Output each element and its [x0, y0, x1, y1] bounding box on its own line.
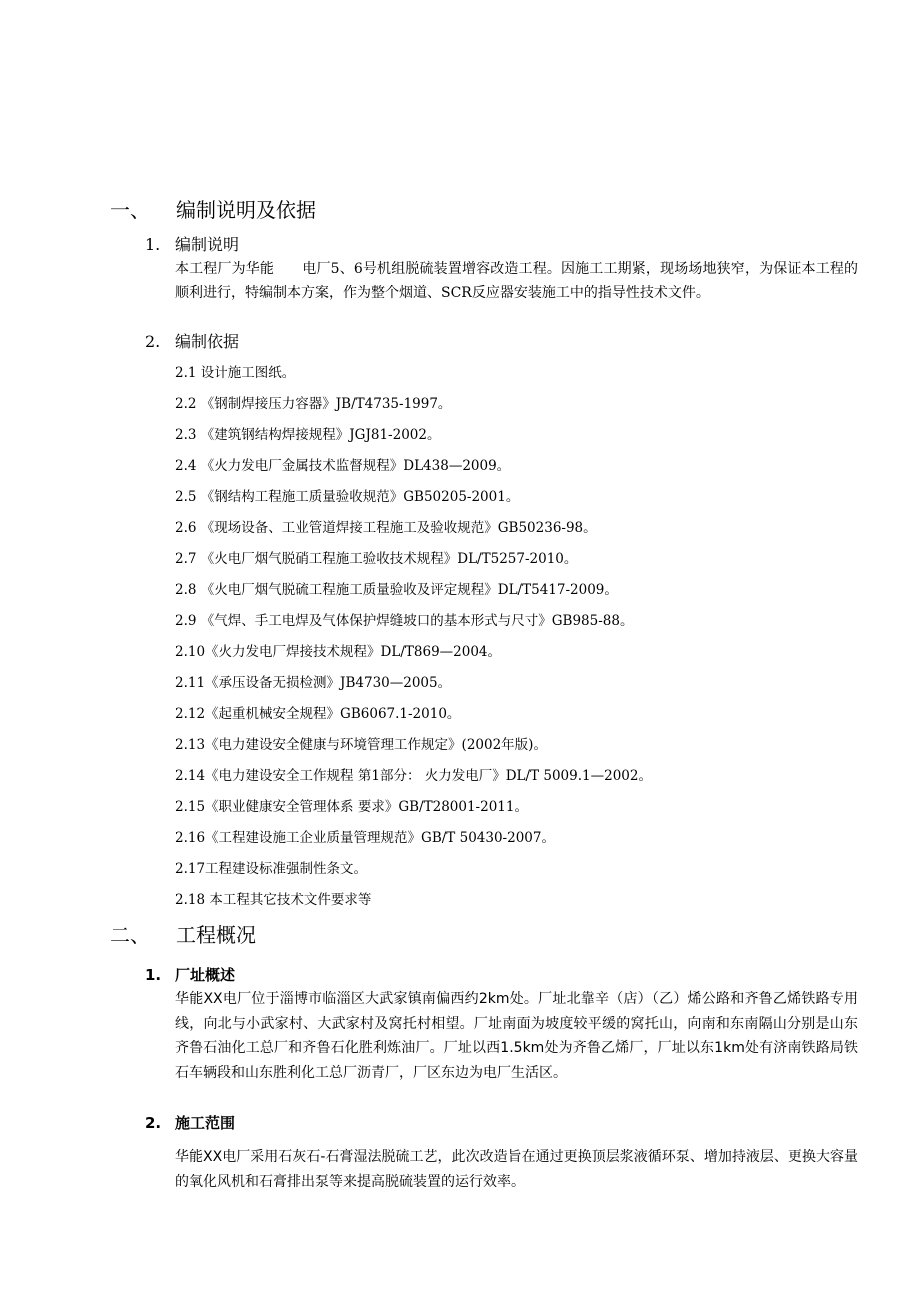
section-title: 工程概况	[176, 923, 256, 947]
section-number: 二、	[110, 923, 150, 947]
reference-item: 2.1 设计施工图纸。	[175, 365, 296, 381]
paragraph-scope: 华能XX电厂采用石灰石-石膏湿法脱硫工艺，此次改造旨在通过更换顶层浆液循环泵、增加持液层、更换大容量的氧化风机和石膏排出泵等来提高脱硫装置的运行效率。	[175, 1149, 858, 1190]
subsection-title: 厂址概述	[175, 966, 236, 984]
subsection-number: 2.	[145, 1114, 162, 1132]
reference-item: 2.10《火力发电厂焊接技术规程》DL/T869—2004。	[175, 644, 502, 660]
subsection-number: 1.	[145, 235, 161, 254]
reference-item: 2.14《电力建设安全工作规程 第1部分： 火力发电厂》DL/T 5009.1—2002。	[175, 768, 652, 784]
reference-item: 2.12《起重机械安全规程》GB6067.1-2010。	[175, 706, 461, 722]
reference-item: 2.2 《钢制焊接压力容器》JB/T4735-1997。	[175, 396, 452, 412]
paragraph-description: 本工程厂为华能 电厂5、6号机组脱硫装置增容改造工程。因施工工期紧，现场场地狭窄，为保证本工程的顺利进行，特编制本方案，作为整个烟道、SCR反应器安装施工中的指导性技术文件。	[175, 261, 858, 301]
reference-item: 2.3 《建筑钢结构焊接规程》JGJ81-2002。	[175, 427, 441, 443]
reference-item: 2.6 《现场设备、工业管道焊接工程施工及验收规范》GB50236-98。	[175, 520, 597, 536]
section-title: 编制说明及依据	[176, 198, 316, 222]
subsection-title: 编制说明	[175, 235, 240, 254]
reference-item: 2.8 《火电厂烟气脱硫工程施工质量验收及评定规程》DL/T5417-2009。	[175, 582, 618, 598]
paragraph-site-overview: 华能XX电厂位于淄博市临淄区大武家镇南偏西约2km处。厂址北靠辛（店）（乙）烯公路和齐鲁乙烯铁路专用线，向北与小武家村、大武家村及窝托村相望。厂址南面为坡度较平缓的窝托山，向南和东南隔山分别是山东齐鲁石油化工总厂和齐鲁石化胜利炼油厂。厂址以西1.5km处为齐鲁乙烯厂，厂址以东1km处有济南铁路局铁石车辆段和山东胜利化工总厂沥青厂，厂区东边为电厂生活区。	[175, 991, 858, 1081]
reference-item: 2.4 《火力发电厂金属技术监督规程》DL438—2009。	[175, 458, 511, 474]
section-number: 一、	[110, 198, 150, 222]
subsection-title: 施工范围	[175, 1114, 236, 1132]
reference-item: 2.5 《钢结构工程施工质量验收规范》GB50205-2001。	[175, 489, 520, 505]
subsection-number: 2.	[145, 332, 161, 351]
reference-item: 2.18 本工程其它技术文件要求等	[175, 892, 372, 908]
reference-item: 2.11《承压设备无损检测》JB4730—2005。	[175, 675, 452, 691]
reference-item: 2.17工程建设标准强制性条文。	[175, 861, 368, 877]
subsection-title: 编制依据	[175, 332, 240, 351]
reference-item: 2.13《电力建设安全健康与环境管理工作规定》(2002年版)。	[175, 737, 547, 753]
reference-item: 2.7 《火电厂烟气脱硝工程施工验收技术规程》DL/T5257-2010。	[175, 551, 578, 567]
reference-item: 2.15《职业健康安全管理体系 要求》GB/T28001-2011。	[175, 799, 528, 815]
subsection-number: 1.	[145, 966, 162, 984]
reference-item: 2.16《工程建设施工企业质量管理规范》GB/T 50430-2007。	[175, 830, 555, 846]
reference-item: 2.9 《气焊、手工电焊及气体保护焊缝坡口的基本形式与尺寸》GB985-88。	[175, 613, 634, 629]
